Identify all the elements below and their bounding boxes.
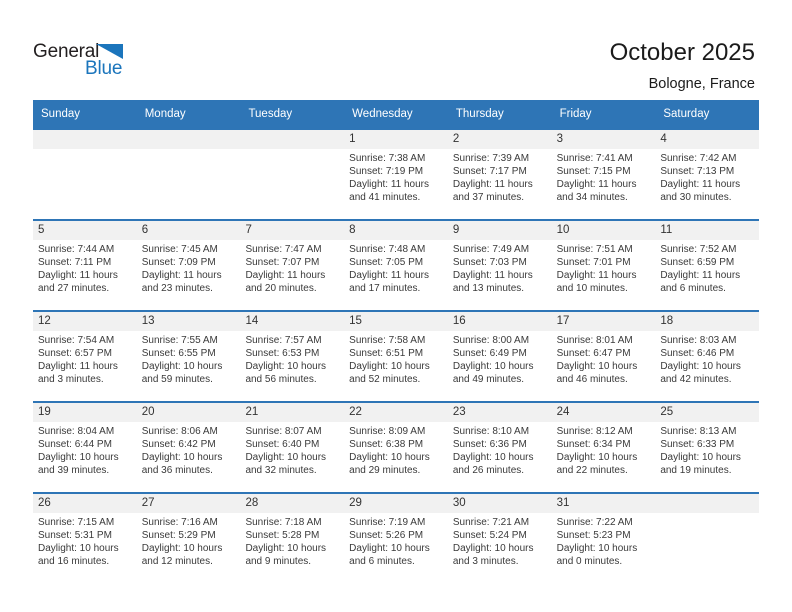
- day-number: 16: [452, 315, 466, 327]
- day-details: [137, 513, 241, 583]
- day-detail-line: and 52 minutes.: [349, 374, 421, 385]
- day-detail-line: Sunset: 6:55 PM: [141, 348, 216, 359]
- location-subtitle: Bologne, France: [648, 76, 755, 92]
- date-number-band: [33, 221, 759, 240]
- weekday-header-row: [33, 100, 759, 128]
- day-detail-line: Sunrise: 7:45 AM: [141, 244, 218, 255]
- empty-date-cell: [33, 130, 137, 149]
- day-detail-line: Sunrise: 7:47 AM: [245, 244, 322, 255]
- day-details: [344, 331, 448, 401]
- day-detail-line: Sunrise: 8:01 AM: [556, 335, 633, 346]
- day-detail-line: Daylight: 10 hours: [349, 361, 430, 372]
- day-detail-line: and 32 minutes.: [245, 465, 317, 476]
- day-number: 15: [349, 315, 362, 327]
- day-number: 2: [452, 133, 460, 145]
- day-details: [448, 149, 552, 219]
- day-detail-line: and 46 minutes.: [556, 374, 628, 385]
- day-detail-line: and 10 minutes.: [556, 283, 628, 294]
- day-detail-line: Sunset: 6:57 PM: [38, 348, 112, 359]
- day-details: [137, 422, 241, 492]
- day-detail-line: Sunrise: 8:06 AM: [141, 426, 218, 437]
- day-detail-line: and 17 minutes.: [349, 283, 421, 294]
- day-number: 25: [660, 406, 674, 418]
- day-detail-line: Daylight: 11 hours: [452, 270, 533, 281]
- day-detail-line: and 39 minutes.: [38, 465, 110, 476]
- day-detail-line: Sunset: 6:34 PM: [556, 439, 631, 450]
- day-detail-line: and 6 minutes.: [660, 283, 726, 294]
- day-detail-line: Sunset: 6:59 PM: [660, 257, 735, 268]
- day-detail-line: Sunrise: 8:10 AM: [452, 426, 530, 437]
- day-number: 7: [245, 224, 252, 236]
- month-calendar: [33, 100, 759, 583]
- day-detail-line: Sunrise: 8:03 AM: [660, 335, 737, 346]
- day-detail-line: and 0 minutes.: [556, 556, 623, 567]
- day-detail-line: Daylight: 11 hours: [141, 270, 222, 281]
- day-detail-line: and 26 minutes.: [452, 465, 525, 476]
- day-detail-line: and 41 minutes.: [349, 192, 421, 203]
- day-detail-line: and 34 minutes.: [556, 192, 628, 203]
- empty-date-cell: [655, 494, 759, 513]
- empty-day-cell: [33, 149, 137, 219]
- day-detail-line: Sunset: 7:01 PM: [556, 257, 631, 268]
- week-content-row: [33, 331, 759, 401]
- day-detail-line: Daylight: 11 hours: [660, 270, 741, 281]
- day-detail-line: Sunset: 5:29 PM: [141, 530, 216, 541]
- day-detail-line: Sunrise: 7:48 AM: [349, 244, 426, 255]
- day-number: 18: [660, 315, 674, 327]
- day-detail-line: Sunset: 5:24 PM: [452, 530, 527, 541]
- day-number: 6: [141, 224, 149, 236]
- day-number: 20: [141, 406, 155, 418]
- day-detail-line: Daylight: 10 hours: [349, 452, 430, 463]
- day-details: [552, 331, 656, 401]
- logo-text-general: General: [33, 41, 100, 62]
- day-details: [33, 331, 137, 401]
- day-detail-line: Daylight: 10 hours: [660, 361, 741, 372]
- day-detail-line: Daylight: 10 hours: [141, 543, 223, 554]
- day-detail-line: Sunset: 5:31 PM: [38, 530, 112, 541]
- day-detail-line: Sunrise: 7:42 AM: [660, 153, 737, 164]
- date-number-band: [33, 130, 759, 149]
- day-details: [240, 513, 344, 583]
- day-detail-line: and 19 minutes.: [660, 465, 732, 476]
- day-detail-line: and 23 minutes.: [141, 283, 213, 294]
- day-details: [552, 422, 656, 492]
- day-details: [137, 240, 241, 310]
- day-number: 23: [452, 406, 466, 418]
- day-number: 9: [452, 224, 460, 236]
- day-detail-line: Sunset: 6:40 PM: [245, 439, 320, 450]
- day-detail-line: Sunrise: 7:51 AM: [556, 244, 633, 255]
- week-row: [33, 310, 759, 401]
- day-detail-line: and 36 minutes.: [141, 465, 213, 476]
- day-detail-line: Sunset: 6:47 PM: [556, 348, 631, 359]
- day-number: 28: [245, 497, 259, 509]
- day-detail-line: Sunset: 6:33 PM: [660, 439, 735, 450]
- day-number: 19: [38, 406, 51, 418]
- day-detail-line: Sunrise: 7:22 AM: [556, 517, 633, 528]
- day-number: 4: [660, 133, 667, 145]
- day-detail-line: and 22 minutes.: [556, 465, 628, 476]
- day-detail-line: Sunset: 6:49 PM: [452, 348, 527, 359]
- day-details: [448, 513, 552, 583]
- day-details: [448, 422, 552, 492]
- day-detail-line: Sunset: 5:23 PM: [556, 530, 631, 541]
- week-row: [33, 492, 759, 583]
- day-detail-line: and 16 minutes.: [38, 556, 110, 567]
- day-details: [655, 240, 759, 310]
- day-detail-line: Sunrise: 7:41 AM: [556, 153, 633, 164]
- day-details: [552, 149, 656, 219]
- day-number: 22: [349, 406, 362, 418]
- day-number: 29: [349, 497, 362, 509]
- day-detail-line: Daylight: 10 hours: [556, 452, 638, 463]
- day-detail-line: Sunrise: 7:39 AM: [452, 153, 530, 164]
- day-detail-line: and 37 minutes.: [452, 192, 525, 203]
- empty-day-cell: [240, 149, 344, 219]
- day-detail-line: Sunset: 5:28 PM: [245, 530, 320, 541]
- day-detail-line: Sunrise: 7:15 AM: [38, 517, 115, 528]
- day-detail-line: Sunrise: 7:54 AM: [38, 335, 115, 346]
- day-number: 11: [660, 224, 673, 236]
- empty-date-cell: [137, 130, 241, 149]
- day-details: [240, 331, 344, 401]
- day-detail-line: Daylight: 11 hours: [38, 361, 118, 372]
- day-detail-line: and 20 minutes.: [245, 283, 317, 294]
- day-detail-line: Daylight: 10 hours: [660, 452, 741, 463]
- empty-day-cell: [655, 513, 759, 583]
- day-detail-line: and 59 minutes.: [141, 374, 213, 385]
- day-details: [344, 513, 448, 583]
- week-content-row: [33, 240, 759, 310]
- day-detail-line: and 6 minutes.: [349, 556, 415, 567]
- weekday-label-monday: Monday: [144, 108, 186, 120]
- day-detail-line: Sunrise: 8:12 AM: [556, 426, 633, 437]
- day-number: 13: [141, 315, 155, 327]
- general-blue-logo: [33, 41, 173, 80]
- day-details: [240, 422, 344, 492]
- day-detail-line: and 3 minutes.: [38, 374, 104, 385]
- day-detail-line: and 12 minutes.: [141, 556, 213, 567]
- day-number: 21: [245, 406, 259, 418]
- empty-date-cell: [240, 130, 344, 149]
- day-details: [655, 149, 759, 219]
- day-detail-line: and 42 minutes.: [660, 374, 732, 385]
- day-number: 1: [349, 133, 356, 145]
- day-detail-line: Sunset: 7:11 PM: [38, 257, 112, 268]
- day-detail-line: Sunset: 6:46 PM: [660, 348, 735, 359]
- day-details: [448, 331, 552, 401]
- day-detail-line: and 3 minutes.: [452, 556, 519, 567]
- day-number: 24: [556, 406, 570, 418]
- day-details: [344, 240, 448, 310]
- day-details: [137, 331, 241, 401]
- day-detail-line: and 49 minutes.: [452, 374, 525, 385]
- day-detail-line: Sunrise: 7:55 AM: [141, 335, 218, 346]
- weekday-label-thursday: Thursday: [455, 108, 504, 120]
- day-details: [344, 422, 448, 492]
- date-number-band: [33, 312, 759, 331]
- day-detail-line: Daylight: 11 hours: [245, 270, 326, 281]
- day-detail-line: Sunset: 6:44 PM: [38, 439, 112, 450]
- day-details: [33, 513, 137, 583]
- day-detail-line: Daylight: 10 hours: [141, 361, 223, 372]
- day-number: 30: [452, 497, 466, 509]
- date-number-band: [33, 494, 759, 513]
- day-number: 14: [245, 315, 259, 327]
- empty-day-cell: [137, 149, 241, 219]
- week-content-row: [33, 513, 759, 583]
- date-number-band: [33, 403, 759, 422]
- day-detail-line: Daylight: 10 hours: [141, 452, 223, 463]
- day-detail-line: Daylight: 10 hours: [245, 543, 327, 554]
- day-detail-line: Daylight: 11 hours: [349, 179, 430, 190]
- day-details: [33, 422, 137, 492]
- day-details: [655, 422, 759, 492]
- day-detail-line: Sunset: 6:38 PM: [349, 439, 424, 450]
- day-detail-line: Daylight: 11 hours: [452, 179, 533, 190]
- day-detail-line: Sunset: 7:07 PM: [245, 257, 320, 268]
- day-detail-line: Daylight: 10 hours: [38, 452, 119, 463]
- day-detail-line: Sunrise: 7:19 AM: [349, 517, 426, 528]
- day-number: 10: [556, 224, 570, 236]
- day-number: 26: [38, 497, 51, 509]
- weekday-label-tuesday: Tuesday: [248, 108, 293, 120]
- day-detail-line: Sunset: 7:09 PM: [141, 257, 216, 268]
- day-detail-line: Sunrise: 7:44 AM: [38, 244, 115, 255]
- day-number: 3: [556, 133, 563, 145]
- day-details: [33, 240, 137, 310]
- day-detail-line: Sunset: 6:51 PM: [349, 348, 424, 359]
- day-details: [655, 331, 759, 401]
- day-detail-line: Daylight: 11 hours: [38, 270, 118, 281]
- day-number: 5: [38, 224, 45, 236]
- day-detail-line: Sunrise: 7:18 AM: [245, 517, 322, 528]
- day-detail-line: and 30 minutes.: [660, 192, 732, 203]
- day-number: 17: [556, 315, 570, 327]
- day-number: 12: [38, 315, 51, 327]
- day-details: [344, 149, 448, 219]
- day-detail-line: Sunrise: 7:21 AM: [452, 517, 530, 528]
- page-title: October 2025: [609, 39, 755, 66]
- day-number: 27: [141, 497, 155, 509]
- day-detail-line: Daylight: 11 hours: [349, 270, 430, 281]
- day-number: 31: [556, 497, 570, 509]
- day-detail-line: Sunrise: 8:13 AM: [660, 426, 737, 437]
- day-detail-line: Daylight: 11 hours: [556, 179, 637, 190]
- day-detail-line: Daylight: 10 hours: [452, 452, 534, 463]
- day-detail-line: Sunset: 7:15 PM: [556, 166, 631, 177]
- day-detail-line: Daylight: 10 hours: [556, 543, 638, 554]
- week-row: [33, 219, 759, 310]
- day-detail-line: and 29 minutes.: [349, 465, 421, 476]
- day-detail-line: Daylight: 10 hours: [38, 543, 119, 554]
- day-details: [240, 240, 344, 310]
- day-detail-line: Daylight: 10 hours: [349, 543, 430, 554]
- day-detail-line: Sunrise: 7:58 AM: [349, 335, 426, 346]
- day-detail-line: Sunset: 7:13 PM: [660, 166, 735, 177]
- weekday-label-sunday: Sunday: [41, 108, 81, 120]
- day-detail-line: Daylight: 11 hours: [660, 179, 741, 190]
- logo-text-blue: Blue: [85, 58, 123, 79]
- week-row: [33, 128, 759, 219]
- day-detail-line: Sunrise: 7:57 AM: [245, 335, 322, 346]
- day-detail-line: Sunset: 7:17 PM: [452, 166, 527, 177]
- day-detail-line: Daylight: 10 hours: [452, 361, 534, 372]
- day-detail-line: and 27 minutes.: [38, 283, 110, 294]
- day-detail-line: and 9 minutes.: [245, 556, 312, 567]
- day-detail-line: Sunrise: 8:04 AM: [38, 426, 115, 437]
- day-detail-line: Sunrise: 7:49 AM: [452, 244, 530, 255]
- day-number: 8: [349, 224, 356, 236]
- day-detail-line: Sunset: 6:53 PM: [245, 348, 320, 359]
- day-detail-line: and 13 minutes.: [452, 283, 525, 294]
- day-detail-line: Sunset: 6:42 PM: [141, 439, 216, 450]
- day-detail-line: Daylight: 10 hours: [556, 361, 638, 372]
- day-detail-line: Sunset: 7:19 PM: [349, 166, 424, 177]
- day-details: [448, 240, 552, 310]
- calendar-weeks: [33, 128, 759, 583]
- day-detail-line: Sunset: 7:05 PM: [349, 257, 424, 268]
- week-row: [33, 401, 759, 492]
- weekday-label-friday: Friday: [559, 108, 592, 120]
- day-detail-line: Sunrise: 7:16 AM: [141, 517, 218, 528]
- weekday-label-wednesday: Wednesday: [352, 108, 413, 120]
- day-detail-line: Daylight: 10 hours: [452, 543, 534, 554]
- week-content-row: [33, 422, 759, 492]
- day-detail-line: Sunrise: 8:07 AM: [245, 426, 322, 437]
- day-detail-line: Daylight: 10 hours: [245, 361, 327, 372]
- day-detail-line: Sunrise: 8:09 AM: [349, 426, 426, 437]
- day-detail-line: Sunrise: 7:52 AM: [660, 244, 737, 255]
- day-detail-line: Sunset: 6:36 PM: [452, 439, 527, 450]
- day-detail-line: Sunrise: 8:00 AM: [452, 335, 530, 346]
- day-detail-line: Daylight: 11 hours: [556, 270, 637, 281]
- day-detail-line: Sunset: 7:03 PM: [452, 257, 527, 268]
- weekday-label-saturday: Saturday: [663, 108, 710, 120]
- day-detail-line: Sunset: 5:26 PM: [349, 530, 424, 541]
- day-detail-line: Sunrise: 7:38 AM: [349, 153, 426, 164]
- day-details: [552, 513, 656, 583]
- day-detail-line: Daylight: 10 hours: [245, 452, 327, 463]
- day-details: [552, 240, 656, 310]
- day-detail-line: and 56 minutes.: [245, 374, 317, 385]
- week-content-row: [33, 149, 759, 219]
